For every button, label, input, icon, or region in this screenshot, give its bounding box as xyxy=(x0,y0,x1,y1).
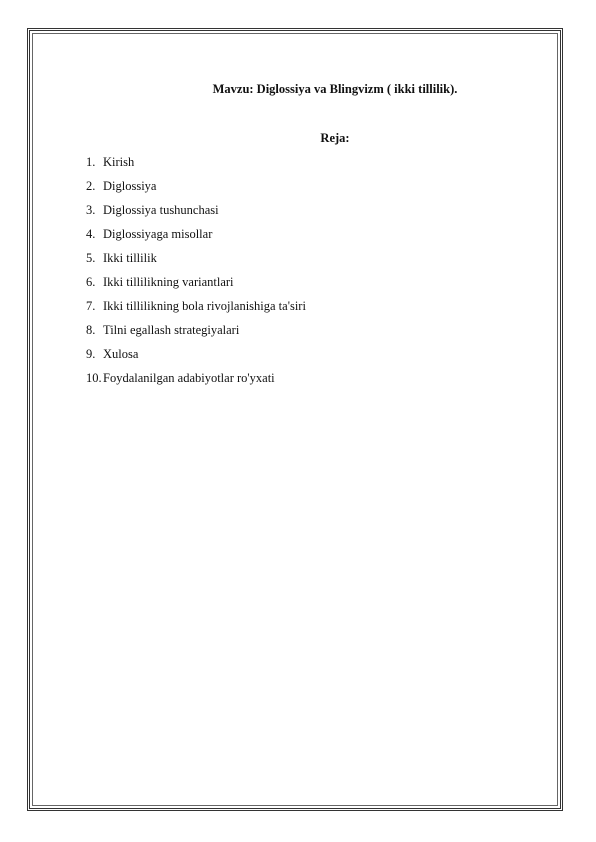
list-item-number: 3. xyxy=(86,203,96,217)
plan-list xyxy=(86,150,306,390)
list-item xyxy=(86,294,306,318)
list-item-text: Ikki tillilikning bola rivojlanishiga ta'siri xyxy=(103,299,306,313)
list-item xyxy=(86,222,306,246)
list-item-number: 5. xyxy=(86,251,96,265)
list-item xyxy=(86,366,306,390)
list-item xyxy=(86,198,306,222)
list-item xyxy=(86,270,306,294)
list-item xyxy=(86,246,306,270)
list-item-text: Ikki tillilikning variantlari xyxy=(103,275,234,289)
list-item-number: 1. xyxy=(86,155,96,169)
list-item-text: Diglossiyaga misollar xyxy=(103,227,213,241)
list-item xyxy=(86,342,306,366)
list-item-text: Kirish xyxy=(103,155,135,169)
list-item xyxy=(86,174,306,198)
list-item xyxy=(86,150,306,174)
list-item-text: Ikki tillilik xyxy=(103,251,157,265)
list-item-number: 6. xyxy=(86,275,96,289)
list-item-number: 7. xyxy=(86,299,96,313)
plan-heading: Reja: xyxy=(320,131,350,145)
list-item-text: Xulosa xyxy=(103,347,139,361)
list-item xyxy=(86,318,306,342)
list-item-text: Diglossiya tushunchasi xyxy=(103,203,219,217)
list-item-number: 4. xyxy=(86,227,96,241)
list-item-number: 9. xyxy=(86,347,96,361)
list-item-number: 10. xyxy=(86,371,102,385)
list-item-number: 8. xyxy=(86,323,96,337)
list-item-text: Diglossiya xyxy=(103,179,157,193)
list-item-number: 2. xyxy=(86,179,96,193)
list-item-text: Foydalanilgan adabiyotlar ro'yxati xyxy=(103,371,275,385)
document-title: Mavzu: Diglossiya va Blingvizm ( ikki tillilik). xyxy=(212,82,458,96)
list-item-text: Tilni egallash strategiyalari xyxy=(103,323,240,337)
